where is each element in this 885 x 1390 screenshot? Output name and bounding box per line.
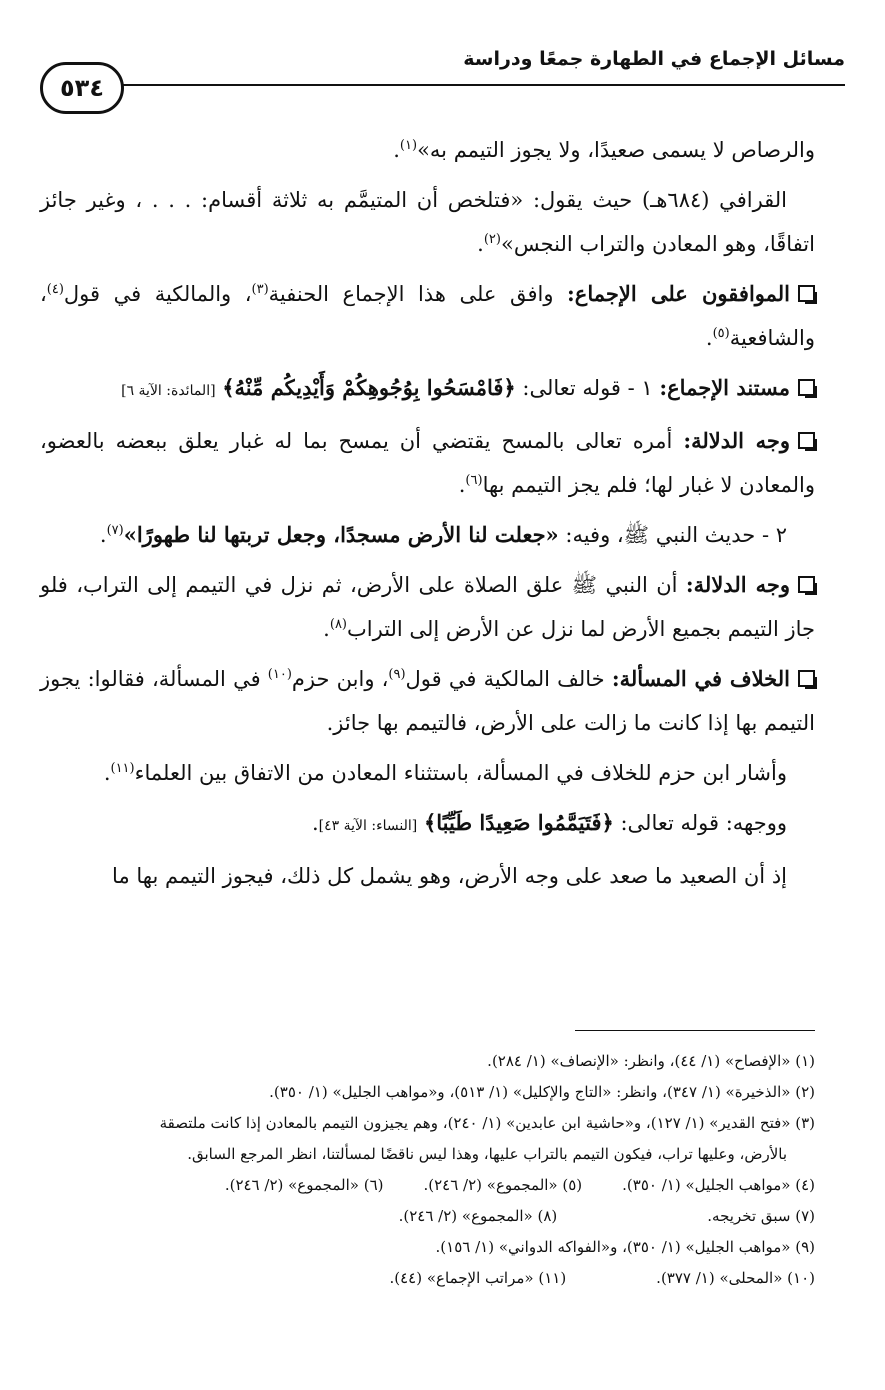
paragraph-2 bbox=[40, 178, 815, 266]
section-heading: وجه الدلالة: bbox=[685, 572, 790, 597]
section-heading: مستند الإجماع: bbox=[659, 375, 790, 400]
paragraph-text: ، وابن حزم bbox=[291, 667, 389, 691]
section-box-icon bbox=[798, 432, 815, 449]
punctuation: . bbox=[705, 326, 713, 350]
section-heading: وجه الدلالة: bbox=[683, 428, 790, 453]
verse-source: [النساء: الآية ٤٣] bbox=[318, 818, 418, 834]
khilaf-section bbox=[40, 657, 815, 745]
paragraph-text: في المسألة، فقالوا: يجوز التيمم بها إذا كانت ما زالت على الأرض، فالتيمم بها جائز. bbox=[40, 667, 815, 735]
footnote-ref: (٦) bbox=[465, 473, 483, 488]
paragraph-text: ١ - قوله تعالى: bbox=[515, 376, 660, 400]
paragraph-text: ، والمالكية في قول bbox=[63, 282, 252, 306]
punctuation: . bbox=[323, 617, 330, 641]
paragraph-text: ، والشافعية bbox=[40, 282, 815, 350]
page-header bbox=[40, 40, 845, 100]
punctuation: . bbox=[458, 473, 466, 497]
paragraph-text: أن النبي ﷺ علق الصلاة على الأرض، ثم نزل في التيمم إلى التراب، فلو جاز التيمم بجميع الأرض لما نزل عن الأرض إلى التراب bbox=[40, 573, 815, 641]
paragraph-text: ٢ - حديث النبي ﷺ، وفيه: bbox=[558, 523, 787, 547]
footnote-ref: (١١) bbox=[110, 761, 135, 776]
muwafiqun-section bbox=[40, 272, 815, 360]
paragraph-text: إذ أن الصعيد ما صعد على وجه الأرض، وهو يشمل كل ذلك، فيجوز التيمم بها ما bbox=[112, 864, 787, 888]
footnote-row bbox=[40, 1263, 815, 1294]
running-title: مسائل الإجماع في الطهارة جمعًا ودراسة bbox=[463, 48, 845, 70]
section-box-icon bbox=[798, 670, 815, 687]
footnote-11: (١١) «مراتب الإجماع» (٤٤). bbox=[389, 1269, 567, 1287]
paragraph-text: والرصاص لا يسمى صعيدًا، ولا يجوز التيمم به» bbox=[417, 138, 815, 162]
quran-verse: ﴿فَامْسَحُوا بِوُجُوهِكُمْ وَأَيْدِيكُم مِّنْهُ﴾ bbox=[222, 375, 516, 400]
verse-source: [المائدة: الآية ٦] bbox=[121, 383, 216, 399]
punctuation: . bbox=[393, 138, 400, 162]
footnote-8: (٨) «المجموع» (٢/ ٢٤٦). bbox=[398, 1207, 558, 1225]
section-heading: الخلاف في المسألة: bbox=[611, 666, 790, 691]
punctuation: . bbox=[311, 811, 319, 835]
footnote-10: (١٠) «المحلى» (١/ ٣٧٧). bbox=[656, 1269, 815, 1287]
footnote-6: (٦) «المجموع» (٢/ ٢٤٦). bbox=[224, 1176, 384, 1194]
section-heading: الموافقون على الإجماع: bbox=[567, 281, 790, 306]
ishara-paragraph bbox=[40, 751, 815, 795]
footnote-7: (٧) سبق تخريجه. bbox=[707, 1207, 815, 1225]
section-box-icon bbox=[798, 285, 815, 302]
footnote-2: (٢) «الذخيرة» (١/ ٣٤٧)، وانظر: «التاج والإكليل» (١/ ٥١٣)، و«مواهب الجليل» (١/ ٣٥٠). bbox=[269, 1083, 815, 1101]
wajh-dalala-1 bbox=[40, 419, 815, 507]
footnote-ref: (١٠) bbox=[267, 667, 292, 682]
footnote-5: (٥) «المجموع» (٢/ ٢٤٦). bbox=[423, 1176, 583, 1194]
footnote-row bbox=[40, 1170, 815, 1201]
punctuation: . bbox=[477, 232, 484, 256]
footnote-9: (٩) «مواهب الجليل» (١/ ٣٥٠)، و«الفواكه الدواني» (١/ ١٥٦). bbox=[435, 1238, 815, 1256]
hadith-paragraph bbox=[40, 513, 815, 557]
footnote-ref: (٨) bbox=[329, 617, 347, 632]
footnote-ref: (٥) bbox=[712, 326, 730, 341]
footnote-4: (٤) «مواهب الجليل» (١/ ٣٥٠). bbox=[622, 1176, 815, 1194]
footnote-ref: (٢) bbox=[483, 232, 501, 247]
footnote-3-continued: بالأرض، وعليها تراب، فيكون التيمم بالتراب عليها، وهذا ليس ناقضًا لمسألتنا، انظر المرجع السابق. bbox=[187, 1145, 787, 1163]
main-text bbox=[40, 128, 815, 904]
wajh-dalala-2 bbox=[40, 563, 815, 651]
section-box-icon bbox=[798, 379, 815, 396]
footnotes bbox=[40, 1046, 815, 1294]
footnote-ref: (١) bbox=[399, 138, 418, 153]
paragraph-text: خالف المالكية في قول bbox=[405, 667, 612, 691]
footnote-row bbox=[40, 1201, 815, 1232]
paragraph-1 bbox=[40, 128, 815, 172]
mustanad-section bbox=[40, 366, 815, 413]
paragraph-text: أمره تعالى بالمسح يقتضي أن يمسح بما له غبار يعلق ببعضه بالعضو، والمعادن لا غبار لها؛ فلم يجز التيمم بها bbox=[40, 429, 815, 497]
footnote-ref: (٣) bbox=[251, 282, 269, 297]
paragraph-text: وافق على هذا الإجماع الحنفية bbox=[268, 282, 568, 306]
footnote-3: (٣) «فتح القدير» (١/ ١٢٧)، و«حاشية ابن عابدين» (١/ ٢٤٠)، وهم يجيزون التيمم بالمعادن إذا كانت ملتصقة bbox=[159, 1114, 815, 1132]
quran-verse: ﴿فَتَيَمَّمُوا صَعِيدًا طَيِّبًا﴾ bbox=[423, 810, 614, 835]
footnote-ref: (٧) bbox=[106, 523, 124, 538]
hadith-text: «جعلت لنا الأرض مسجدًا، وجعل تربتها لنا طهورًا» bbox=[123, 522, 559, 547]
footnote-ref: (٩) bbox=[388, 667, 406, 682]
footnote-rule bbox=[575, 1030, 815, 1031]
punctuation: . bbox=[99, 523, 107, 547]
header-rule bbox=[120, 84, 845, 86]
paragraph-text: وأشار ابن حزم للخلاف في المسألة، باستثناء المعادن من الاتفاق بين العلماء bbox=[134, 761, 787, 785]
last-paragraph bbox=[40, 854, 815, 898]
footnote-ref: (٤) bbox=[46, 282, 64, 297]
punctuation: . bbox=[103, 761, 111, 785]
page-number: ٥٣٤ bbox=[40, 62, 124, 114]
footnote-1: (١) «الإفصاح» (١/ ٤٤)، وانظر: «الإنصاف» (١/ ٢٨٤). bbox=[487, 1052, 815, 1070]
paragraph-text: ووجهه: قوله تعالى: bbox=[613, 811, 787, 835]
wajhuhu-paragraph bbox=[40, 801, 815, 848]
section-box-icon bbox=[798, 576, 815, 593]
paragraph-text: القرافي (٦٨٤هـ) حيث يقول: «فتلخص أن المتيمَّم به ثلاثة أقسام: . . . ، وغير جائز اتفاقًا، وهو المعادن والتراب النجس» bbox=[40, 188, 815, 256]
